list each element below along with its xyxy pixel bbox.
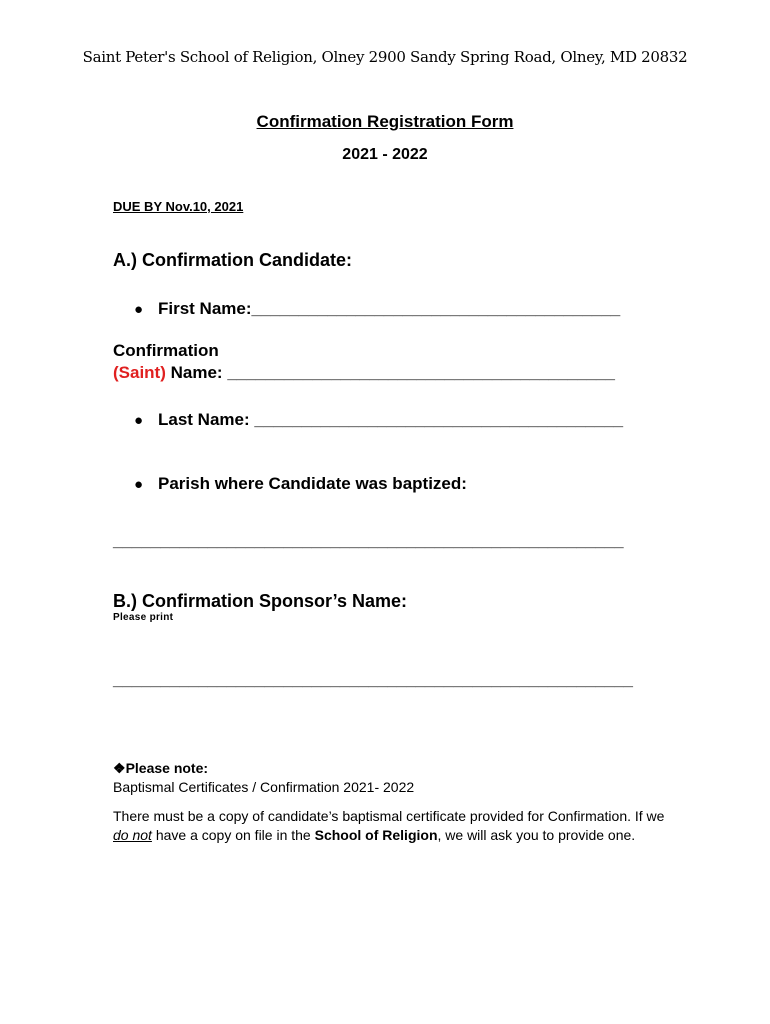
note-body-bold: School of Religion [314,827,438,843]
last-name-field[interactable]: _______________________________________ [254,410,624,429]
first-name-field[interactable]: _______________________________________ [251,299,621,318]
saint-label: (Saint) [113,363,166,382]
first-name-row [134,299,620,319]
last-name-label: Last Name: [158,410,255,429]
bullet-icon: ● [134,301,144,318]
parish-label: Parish where Candidate was baptized: [158,474,467,493]
note-body [113,807,673,845]
note-body-text: have a copy on file in the [151,827,315,843]
note-body-text: There must be a copy of candidate’s baptismal certificate provided for Confirmation. If we [113,808,665,824]
school-header: Saint Peter's School of Religion, Olney 2900 Sandy Spring Road, Olney, MD 20832 [82,48,688,66]
saint-name-row [113,363,615,383]
parish-field[interactable]: ______________________________________________________ [113,531,624,550]
section-b-heading: B.) Confirmation Sponsor’s Name: [113,591,408,611]
form-year: 2021 - 2022 [342,146,428,163]
saint-name-label: Name: [165,363,228,382]
last-name-row [134,410,623,430]
sponsor-name-field[interactable]: _______________________________________________________ [113,670,634,689]
diamond-bullet-icon: ❖ [113,760,126,776]
confirmation-label: Confirmation [113,341,219,360]
bullet-icon: ● [134,476,144,493]
note-body-text: , we will ask you to provide one. [437,827,636,843]
bullet-icon: ● [134,412,144,429]
note-body-emphasis: do not [113,827,152,843]
parish-row [134,474,467,494]
section-a-heading: A.) Confirmation Candidate: [113,250,352,270]
note-heading-row [113,760,208,777]
note-subheading: Baptismal Certificates / Confirmation 2021- 2022 [113,779,415,795]
form-title: Confirmation Registration Form [256,112,514,131]
please-print-hint: Please print [113,612,174,623]
note-heading: Please note: [125,760,209,776]
due-date: DUE BY Nov.10, 2021 [113,199,244,214]
saint-name-field[interactable]: _________________________________________ [227,363,615,382]
first-name-label: First Name: [158,299,252,318]
